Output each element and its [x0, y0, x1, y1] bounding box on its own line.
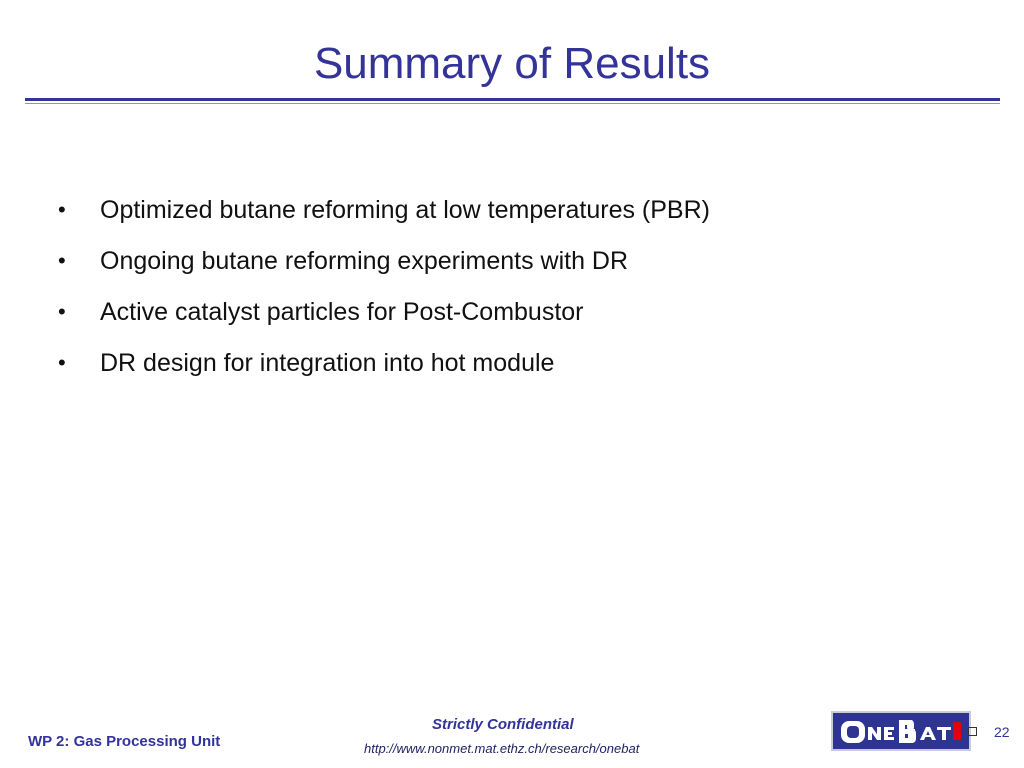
- slide-title: Summary of Results: [313, 39, 711, 88]
- page-number: 22: [994, 724, 1010, 740]
- footer-work-package: WP 2: Gas Processing Unit: [28, 733, 221, 750]
- bullet-item: [58, 239, 710, 290]
- bullet-text: DR design for integration into hot module: [100, 349, 555, 377]
- title-divider-thin: [25, 103, 1000, 104]
- bullet-item: [58, 341, 710, 392]
- bullet-list: [58, 188, 710, 392]
- onebat-logo: [831, 711, 971, 751]
- bullet-item: [58, 188, 710, 239]
- bullet-text: Ongoing butane reforming experiments with DR: [100, 247, 629, 275]
- bullet-item: [58, 290, 710, 341]
- page-marker-icon: [968, 727, 977, 736]
- bullet-icon: •: [58, 350, 66, 375]
- bullet-icon: •: [58, 299, 66, 324]
- bullet-text: Optimized butane reforming at low temperatures (PBR): [100, 196, 710, 224]
- bullet-icon: •: [58, 248, 66, 273]
- bullet-icon: •: [58, 197, 66, 222]
- bullet-text: Active catalyst particles for Post-Combustor: [100, 298, 584, 326]
- footer-url[interactable]: http://www.nonmet.mat.ethz.ch/research/onebat: [364, 741, 640, 756]
- title-divider: [25, 98, 1000, 101]
- footer-confidentiality: Strictly Confidential: [432, 716, 574, 733]
